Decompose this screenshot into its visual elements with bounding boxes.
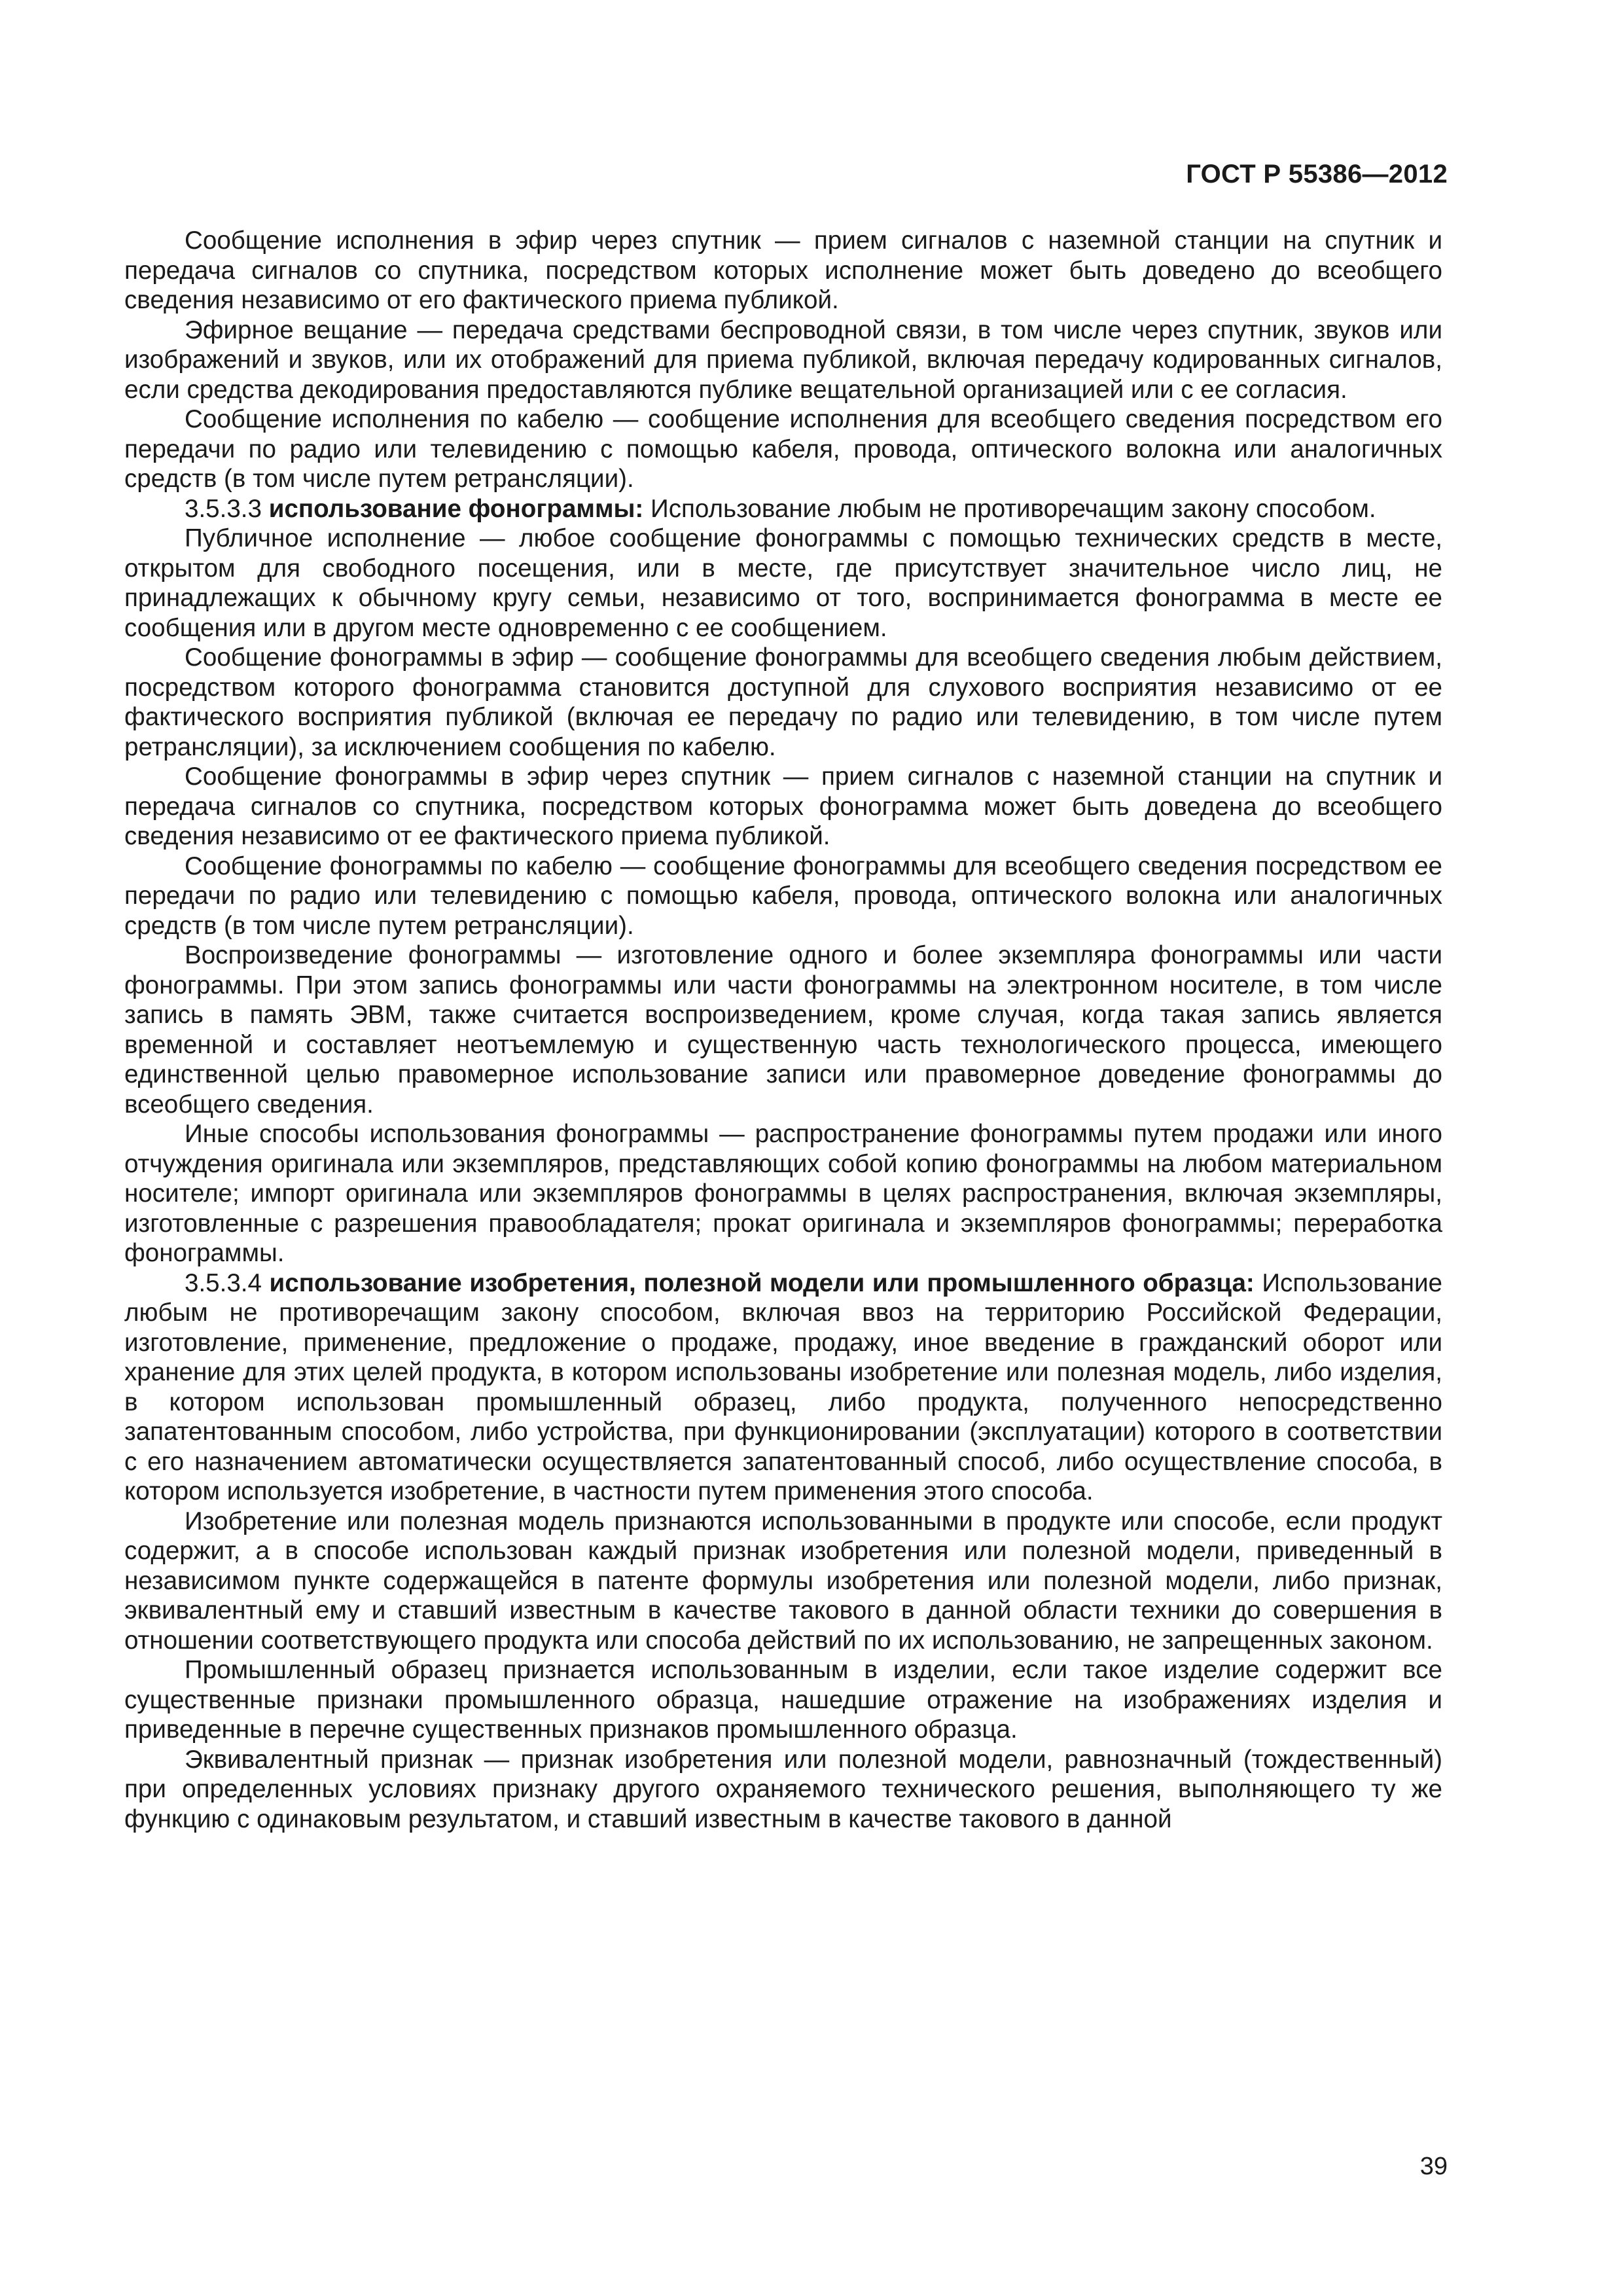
paragraph-4-clause <box>124 494 1442 524</box>
paragraph-text: Публичное исполнение — любое сообщение фонограммы с помощью технических средств в месте, открытом для свободного посещения, или в месте, где присутствует значительное число лиц, не принадлежащих к обычному кругу семьи, независимо от того, воспринимается фонограмма в месте ее сообщения или в другом месте одновременно с ее сообщением. <box>124 524 1442 642</box>
clause-term: использование изобретения, полезной модели или промышленного образца: <box>269 1268 1255 1297</box>
standard-id-header: ГОСТ Р 55386—2012 <box>1186 160 1448 188</box>
clause-number: 3.5.3.4 <box>185 1268 270 1297</box>
paragraph-text: Сообщение фонограммы в эфир — сообщение фонограммы для всеобщего сведения любым действием, посредством которого фонограмма становится доступной для слухового восприятия независимо от ее фактического восприятия публикой (включая ее передачу по радио или телевидению, в том числе путем ретрансляции), за исключением сообщения по кабелю. <box>124 643 1442 761</box>
paragraph-10 <box>124 1119 1442 1268</box>
paragraph-text: Изобретение или полезная модель признаются использованными в продукте или способе, если продукт содержит, а в способе использован каждый признак изобретения или полезной модели, приведенный в независимом пункте содержащейся в патенте формулы изобретения или полезной модели, либо признак, эквивалентный ему и ставший известным в качестве такового в данной области техники до совершения в отношении соответствующего продукта или способа действий по их использованию, не запрещенных законом. <box>124 1507 1442 1655</box>
paragraph-5 <box>124 524 1442 643</box>
paragraph-2 <box>124 315 1442 405</box>
paragraph-text: Иные способы использования фонограммы — распространение фонограммы путем продажи или иного отчуждения оригинала или экземпляров, представляющих собой копию фонограммы на любом материальном носителе; импорт оригинала или экземпляров фонограммы в целях распространения, включая экземпляры, изготовленные с разрешения правообладателя; прокат оригинала и экземпляров фонограммы; переработка фонограммы. <box>124 1120 1442 1267</box>
clause-term: использование фонограммы: <box>268 494 644 523</box>
paragraph-text: Использование любым не противоречащим закону способом. <box>643 494 1376 523</box>
paragraph-text: Воспроизведение фонограммы — изготовление одного и более экземпляра фонограммы или части фонограммы. При этом запись фонограммы или части фонограммы на электронном носителе, в том числе запись в память ЭВМ, также считается воспроизведением, кроме случая, когда такая запись является временной и составляет неотъемлемую и существенную часть технологического процесса, имеющего единственной целью правомерное использование записи или правомерное доведение фонограммы до всеобщего сведения. <box>124 941 1442 1119</box>
paragraph-12 <box>124 1507 1442 1656</box>
paragraph-8 <box>124 852 1442 941</box>
page-number: 39 <box>1419 2153 1448 2180</box>
paragraph-9 <box>124 941 1442 1119</box>
paragraph-text: Использование любым не противоречащим закону способом, включая ввоз на территорию Российской Федерации, изготовление, применение, предложение о продаже, продажу, иное введение в гражданский оборот или хранение для этих целей продукта, в котором использованы изобретение или полезная модель, либо изделия, в котором использован промышленный образец, либо продукта, полученного непосредственно запатентованным способом, либо устройства, при функционировании (эксплуатации) которого в соответствии с его назначением автоматически осуществляется запатентованный способ, либо осуществление способа, в котором используется изобретение, в частности путем применения этого способа. <box>124 1268 1442 1505</box>
paragraph-text: Сообщение фонограммы в эфир через спутник — прием сигналов с наземной станции на спутник и передача сигналов со спутника, посредством которых фонограмма может быть доведена до всеобщего сведения независимо от ее фактического приема публикой. <box>124 762 1442 850</box>
paragraph-13 <box>124 1655 1442 1745</box>
paragraph-1 <box>124 226 1442 315</box>
paragraph-11-clause <box>124 1268 1442 1507</box>
paragraph-6 <box>124 643 1442 762</box>
clause-number: 3.5.3.3 <box>185 494 269 523</box>
paragraph-text: Эквивалентный признак — признак изобретения или полезной модели, равнозначный (тождественный) при определенных условиях признаку другого охраняемого технического решения, выполняющего ту же функцию с одинаковым результатом, и ставший известным в качестве такового в данной <box>124 1745 1442 1833</box>
paragraph-text: Сообщение исполнения в эфир через спутник — прием сигналов с наземной станции на спутник и передача сигналов со спутника, посредством которых исполнение может быть доведено до всеобщего сведения независимо от его фактического приема публикой. <box>124 226 1442 314</box>
document-body <box>124 226 1442 1834</box>
paragraph-text: Эфирное вещание — передача средствами беспроводной связи, в том числе через спутник, звуков или изображений и звуков, или их отображений для приема публикой, включая передачу кодированных сигналов, если средства декодирования предоставляются публике вещательной организацией или с ее согласия. <box>124 315 1442 404</box>
paragraph-3 <box>124 404 1442 494</box>
paragraph-14 <box>124 1745 1442 1835</box>
paragraph-7 <box>124 762 1442 852</box>
paragraph-text: Промышленный образец признается использованным в изделии, если такое изделие содержит все существенные признаки промышленного образца, нашедшие отражение на изображениях изделия и приведенные в перечне существенных признаков промышленного образца. <box>124 1656 1442 1744</box>
paragraph-text: Сообщение исполнения по кабелю — сообщение исполнения для всеобщего сведения посредством его передачи по радио или телевидению с помощью кабеля, провода, оптического волокна или аналогичных средств (в том числе путем ретрансляции). <box>124 405 1442 493</box>
paragraph-text: Сообщение фонограммы по кабелю — сообщение фонограммы для всеобщего сведения посредством ее передачи по радио или телевидению с помощью кабеля, провода, оптического волокна или аналогичных средств (в том числе путем ретрансляции). <box>124 852 1442 940</box>
